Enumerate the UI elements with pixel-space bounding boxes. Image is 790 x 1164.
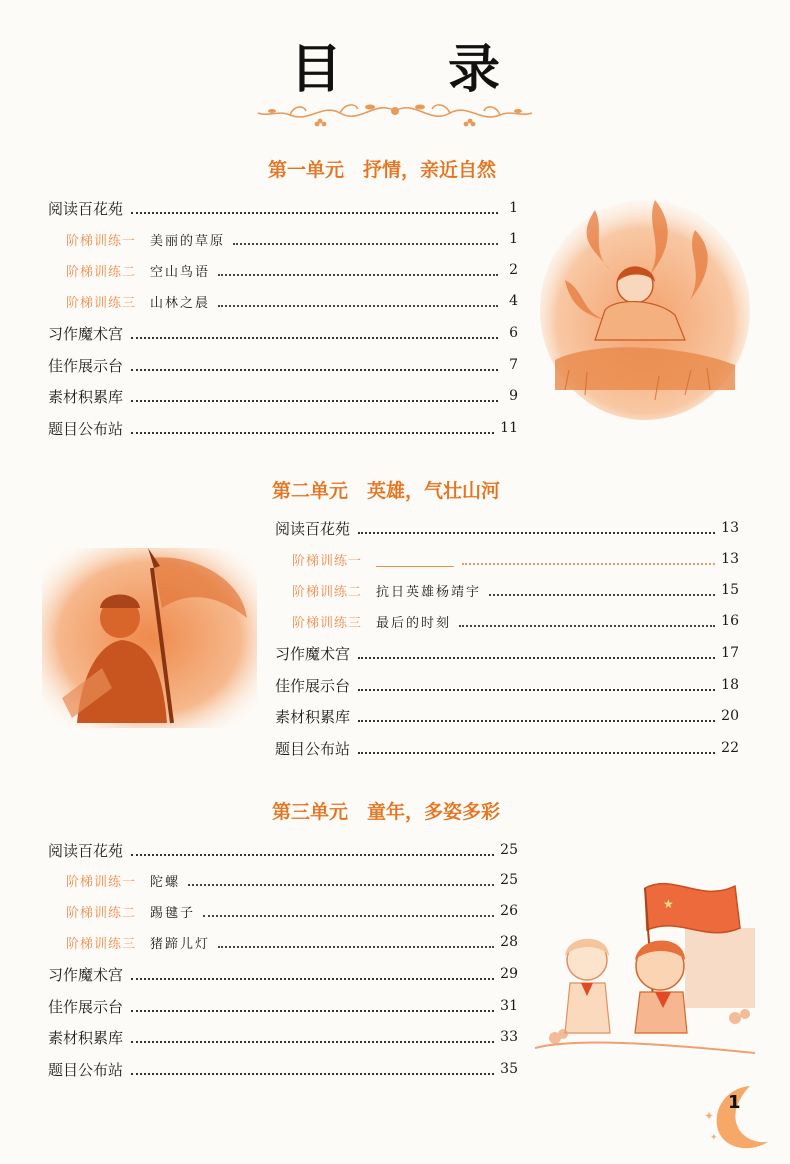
dot-leader xyxy=(131,1000,494,1012)
entry-page: 1 xyxy=(509,200,518,216)
toc-subentry[interactable] xyxy=(66,899,518,923)
decorative-vine-ornament xyxy=(250,95,540,131)
entry-label: 佳作展示台 xyxy=(48,356,124,375)
sub-title: 陀螺 xyxy=(150,874,181,890)
entry-page: 4 xyxy=(509,293,518,309)
dot-leader xyxy=(131,1031,494,1043)
entry-page: 7 xyxy=(509,357,518,373)
toc-entry[interactable] xyxy=(48,962,518,986)
sub-label: 阶梯训练二 xyxy=(292,584,363,600)
sub-title: 最后的时刻 xyxy=(376,615,452,631)
toc-entry[interactable] xyxy=(48,838,518,862)
dot-leader xyxy=(131,422,494,434)
dot-leader xyxy=(358,742,715,754)
entry-page: 13 xyxy=(721,520,739,536)
page-title: 目 录 xyxy=(289,40,545,100)
dot-leader xyxy=(358,679,715,691)
entry-label: 题目公布站 xyxy=(275,739,351,758)
entry-page: 29 xyxy=(500,966,518,982)
entry-label: 阅读百花苑 xyxy=(48,841,124,860)
sub-label: 阶梯训练三 xyxy=(66,936,137,952)
entry-label: 习作魔术宫 xyxy=(275,644,351,663)
dot-leader xyxy=(233,233,498,245)
sub-title: 踢毽子 xyxy=(150,905,196,921)
entry-label: 佳作展示台 xyxy=(275,676,351,695)
entry-page: 26 xyxy=(500,903,518,919)
unit-3-heading: 第三单元 童年，多姿多彩 xyxy=(272,801,501,823)
sub-label: 阶梯训练一 xyxy=(292,553,363,569)
entry-page: 20 xyxy=(721,708,739,724)
sub-label: 阶梯训练一 xyxy=(66,233,137,249)
dot-leader xyxy=(218,295,498,307)
page-number: 1 xyxy=(728,1092,741,1113)
entry-label: 习作魔术宫 xyxy=(48,324,124,343)
entry-page: 28 xyxy=(500,934,518,950)
toc-entry[interactable] xyxy=(48,353,518,377)
dot-leader xyxy=(131,968,494,980)
toc-entry[interactable] xyxy=(275,736,739,760)
unit-2-heading: 第二单元 英雄，气壮山河 xyxy=(272,480,501,502)
dot-leader xyxy=(218,936,494,948)
dot-leader xyxy=(459,615,715,627)
svg-text:✦: ✦ xyxy=(704,1109,715,1123)
sub-title: 猪蹄儿灯 xyxy=(150,936,211,952)
dot-leader xyxy=(131,844,494,856)
entry-page: 11 xyxy=(500,420,518,436)
svg-text:✦: ✦ xyxy=(710,1133,718,1143)
entry-label: 习作魔术宫 xyxy=(48,965,124,984)
toc-entry[interactable] xyxy=(48,1057,518,1081)
toc-entry[interactable] xyxy=(48,384,518,408)
toc-entry[interactable] xyxy=(275,516,739,540)
entry-label: 阅读百花苑 xyxy=(275,519,351,538)
toc-entry[interactable] xyxy=(48,1025,518,1049)
sub-label: 阶梯训练三 xyxy=(66,295,137,311)
entry-page: 6 xyxy=(509,325,518,341)
unit-1-heading: 第一单元 抒情，亲近自然 xyxy=(268,159,497,181)
entry-label: 题目公布站 xyxy=(48,419,124,438)
blank-title-line xyxy=(376,552,454,567)
toc-subentry[interactable] xyxy=(66,258,518,282)
hero-soldier-illustration xyxy=(42,548,257,728)
entry-label: 素材积累库 xyxy=(48,1028,124,1047)
entry-page: 16 xyxy=(721,613,739,629)
dot-leader xyxy=(489,584,715,596)
dot-leader xyxy=(131,202,498,214)
sub-label: 阶梯训练二 xyxy=(66,264,137,280)
sub-title: 山林之晨 xyxy=(150,295,211,311)
toc-subentry[interactable] xyxy=(66,930,518,954)
entry-page: 13 xyxy=(721,551,739,567)
sub-label: 阶梯训练一 xyxy=(66,874,137,890)
entry-page: 17 xyxy=(721,645,739,661)
entry-page: 31 xyxy=(500,998,518,1014)
toc-subentry[interactable] xyxy=(292,547,739,571)
sub-title: 空山鸟语 xyxy=(150,264,211,280)
toc-subentry[interactable] xyxy=(292,609,739,633)
toc-entry[interactable] xyxy=(275,641,739,665)
toc-entry[interactable] xyxy=(275,704,739,728)
entry-page: 25 xyxy=(500,842,518,858)
toc-subentry[interactable] xyxy=(292,578,739,602)
dot-leader xyxy=(188,874,494,886)
dot-leader xyxy=(218,264,498,276)
entry-page: 1 xyxy=(509,231,518,247)
sub-label: 阶梯训练二 xyxy=(66,905,137,921)
entry-label: 佳作展示台 xyxy=(48,997,124,1016)
dot-leader xyxy=(131,1063,494,1075)
entry-page: 35 xyxy=(500,1061,518,1077)
entry-page: 25 xyxy=(500,872,518,888)
toc-entry[interactable] xyxy=(48,416,518,440)
dot-leader xyxy=(131,390,498,402)
dot-leader xyxy=(358,647,715,659)
entry-page: 18 xyxy=(721,677,739,693)
dot-leader xyxy=(358,710,715,722)
svg-text:★: ★ xyxy=(663,897,674,911)
children-with-flag-illustration xyxy=(535,868,765,1068)
sub-title: 抗日英雄杨靖宇 xyxy=(376,584,482,600)
entry-label: 素材积累库 xyxy=(275,707,351,726)
dot-leader xyxy=(462,553,715,565)
dot-leader xyxy=(131,359,498,371)
girl-in-meadow-illustration xyxy=(535,190,750,420)
entry-page: 9 xyxy=(509,388,518,404)
entry-label: 题目公布站 xyxy=(48,1060,124,1079)
dot-leader xyxy=(131,327,498,339)
entry-page: 2 xyxy=(509,262,518,278)
dot-leader xyxy=(358,522,715,534)
toc-subentry[interactable] xyxy=(66,868,518,892)
toc-entry[interactable] xyxy=(48,321,518,345)
toc-subentry[interactable] xyxy=(66,227,518,251)
toc-entry[interactable] xyxy=(275,673,739,697)
entry-label: 素材积累库 xyxy=(48,387,124,406)
sub-title: 美丽的草原 xyxy=(150,233,226,249)
toc-subentry[interactable] xyxy=(66,289,518,313)
sub-label: 阶梯训练三 xyxy=(292,615,363,631)
entry-label: 阅读百花苑 xyxy=(48,199,124,218)
entry-page: 15 xyxy=(721,582,739,598)
toc-entry[interactable] xyxy=(48,196,518,220)
dot-leader xyxy=(203,905,494,917)
toc-entry[interactable] xyxy=(48,994,518,1018)
entry-page: 22 xyxy=(721,740,739,756)
entry-page: 33 xyxy=(500,1029,518,1045)
